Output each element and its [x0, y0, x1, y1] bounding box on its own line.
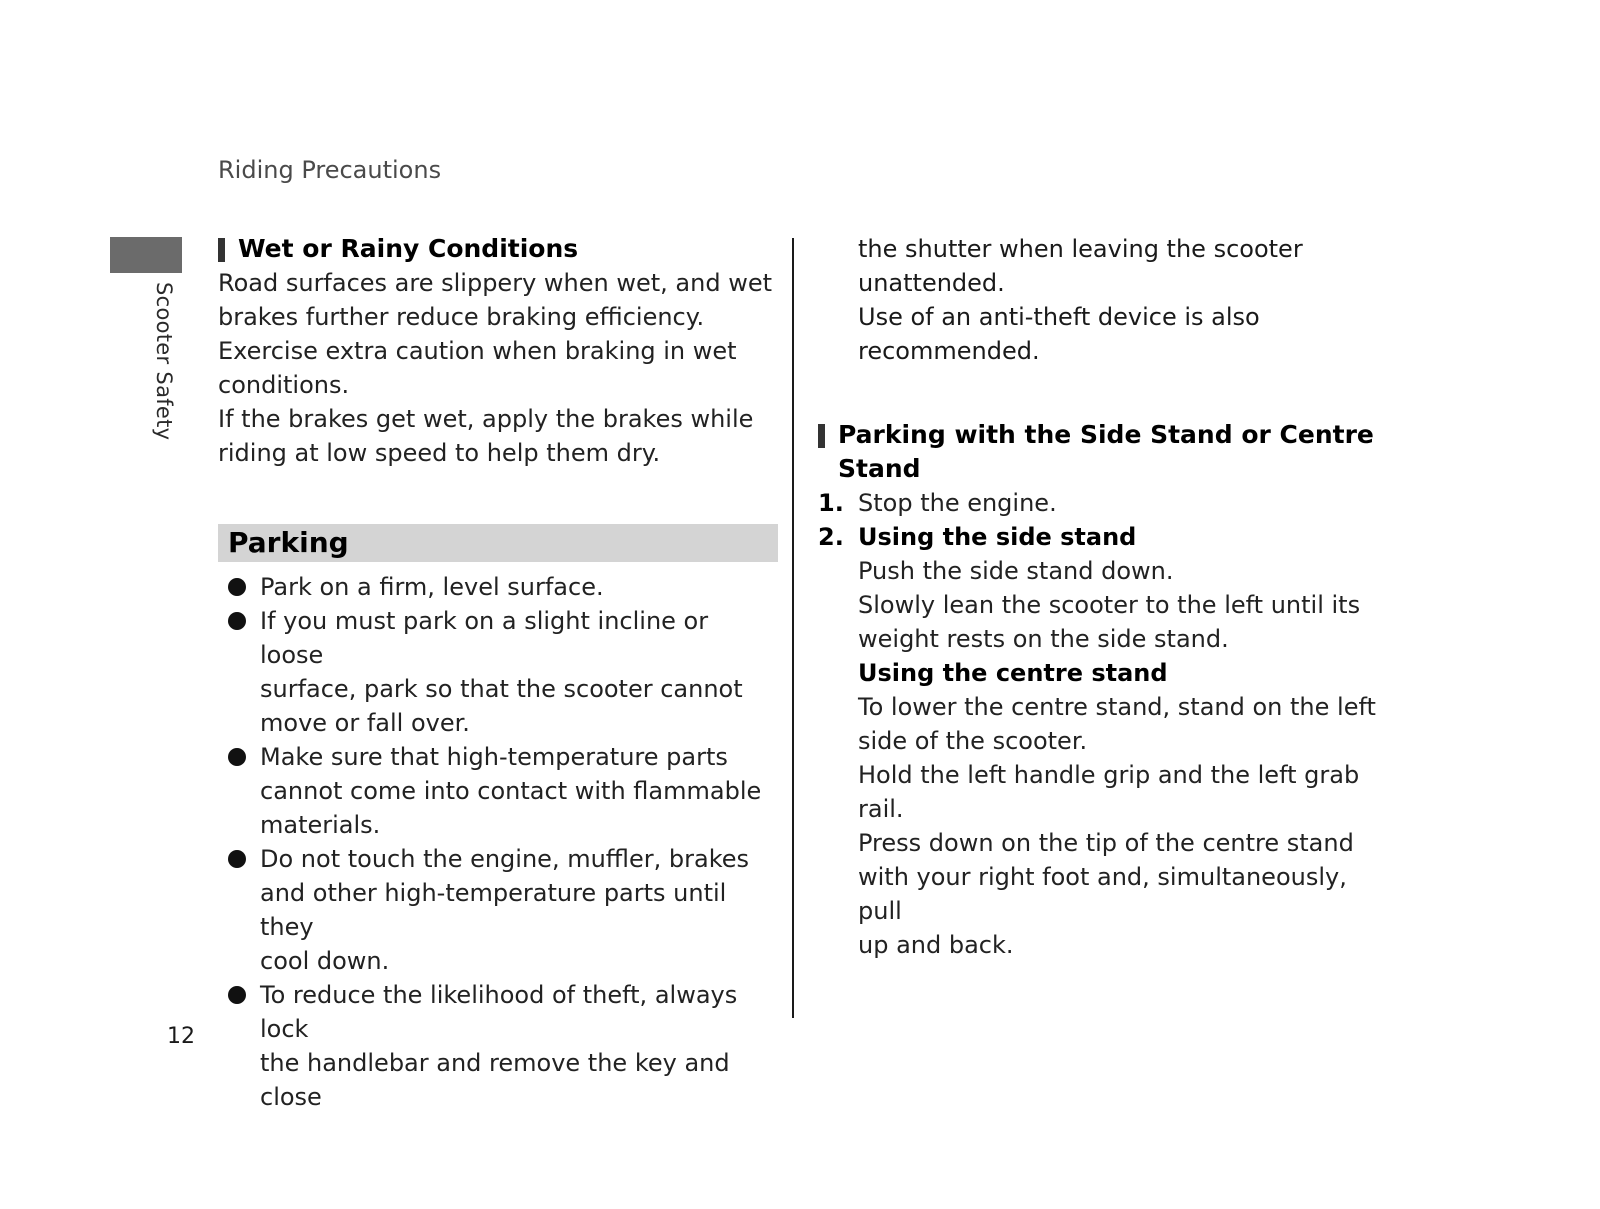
- wet-conditions-text: [218, 266, 778, 470]
- bullet-icon: [228, 578, 246, 596]
- list-item: [260, 842, 778, 978]
- text-line: rail.: [858, 795, 904, 823]
- stand-heading-line2: Stand: [838, 454, 921, 483]
- bullet-icon: [228, 986, 246, 1004]
- list-item: [260, 740, 778, 842]
- text-line: and other high-temperature parts until they: [260, 879, 727, 941]
- wet-conditions-heading: Wet or Rainy Conditions: [218, 232, 778, 266]
- text-line: To lower the centre stand, stand on the left: [858, 693, 1376, 721]
- parking-continuation: [818, 232, 1378, 368]
- text-line: Park on a firm, level surface.: [260, 573, 604, 601]
- stand-heading: [818, 418, 1378, 486]
- left-column: [218, 232, 778, 1114]
- bullet-icon: [228, 850, 246, 868]
- parking-bullet-list: [218, 570, 778, 1114]
- text-line: Hold the left handle grip and the left grab: [858, 761, 1360, 789]
- text-line: Exercise extra caution when braking in wet: [218, 337, 737, 365]
- centre-stand-title: Using the centre stand: [858, 659, 1168, 687]
- bullet-icon: [228, 612, 246, 630]
- stand-steps: [818, 486, 1378, 962]
- right-column: [818, 232, 1378, 962]
- column-divider: [792, 238, 794, 1018]
- text-line: To reduce the likelihood of theft, always lock: [260, 981, 738, 1043]
- step-number: 2.: [818, 523, 844, 551]
- list-item: [260, 604, 778, 740]
- text-line: If the brakes get wet, apply the brakes while: [218, 405, 754, 433]
- text-line: Slowly lean the scooter to the left until its: [858, 591, 1361, 619]
- text-line: Make sure that high-temperature parts: [260, 743, 728, 771]
- text-line: Road surfaces are slippery when wet, and wet: [218, 269, 772, 297]
- text-line: cannot come into contact with flammable: [260, 777, 762, 805]
- text-line: Push the side stand down.: [858, 557, 1174, 585]
- text-line: recommended.: [858, 337, 1040, 365]
- text-line: weight rests on the side stand.: [858, 625, 1229, 653]
- text-line: the shutter when leaving the scooter: [858, 235, 1303, 263]
- page-number: 12: [167, 1024, 195, 1049]
- text-line: Use of an anti-theft device is also: [858, 303, 1260, 331]
- stand-heading-line1: Parking with the Side Stand or Centre: [838, 420, 1374, 449]
- running-header: Riding Precautions: [218, 156, 442, 184]
- text-line: materials.: [260, 811, 381, 839]
- text-line: the handlebar and remove the key and close: [260, 1049, 730, 1111]
- section-tab-label: Scooter Safety: [152, 282, 176, 441]
- parking-heading: Parking: [218, 524, 778, 562]
- text-line: riding at low speed to help them dry.: [218, 439, 661, 467]
- list-item: [818, 486, 1378, 520]
- text-line: surface, park so that the scooter cannot: [260, 675, 743, 703]
- text-line: cool down.: [260, 947, 390, 975]
- text-line: move or fall over.: [260, 709, 470, 737]
- text-line: unattended.: [858, 269, 1005, 297]
- section-tab-marker: [110, 237, 182, 273]
- text-line: Stop the engine.: [858, 489, 1057, 517]
- text-line: Do not touch the engine, muffler, brakes: [260, 845, 749, 873]
- list-item: [260, 978, 778, 1114]
- text-line: side of the scooter.: [858, 727, 1088, 755]
- text-line: with your right foot and, simultaneously, pull: [858, 863, 1347, 925]
- side-stand-title: Using the side stand: [858, 523, 1137, 551]
- text-line: conditions.: [218, 371, 350, 399]
- list-item: [818, 520, 1378, 962]
- bullet-icon: [228, 748, 246, 766]
- text-line: Press down on the tip of the centre stand: [858, 829, 1354, 857]
- list-item: [260, 570, 778, 604]
- text-line: brakes further reduce braking efficiency.: [218, 303, 705, 331]
- text-line: If you must park on a slight incline or loose: [260, 607, 709, 669]
- text-line: up and back.: [858, 931, 1014, 959]
- step-number: 1.: [818, 489, 844, 517]
